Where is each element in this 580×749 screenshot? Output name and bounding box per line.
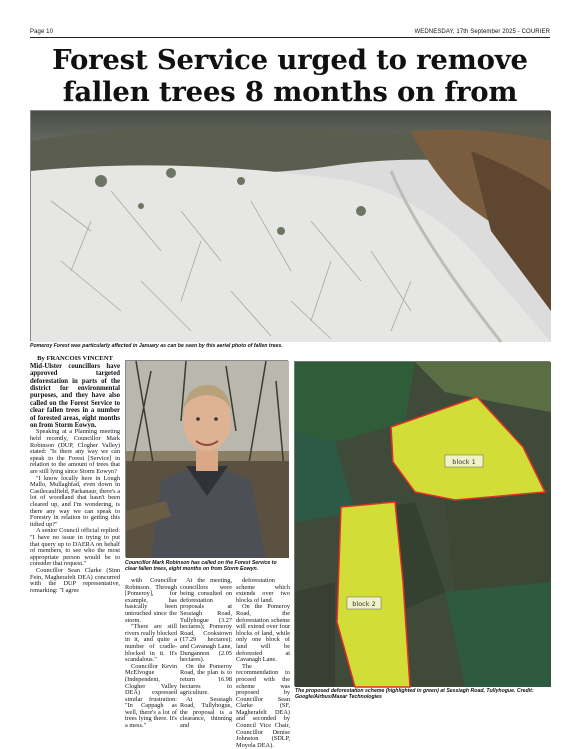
block-1-label: block 1: [452, 458, 476, 466]
article-paragraph: with Councillor Robinson. Through [Pomeroy], for example, has basically been untouched since the storm.: [125, 577, 177, 624]
article-paragraph: The recommendation to proceed with the scheme was proposed by Councillor Sean Clarke (SF, Magherafelt DEA) and seconded by Council Vice Chair, Councillor Denise Johnston (SDLP, Moyola DEA).: [236, 662, 290, 749]
aerial-photo-illustration: [31, 111, 551, 342]
article-paragraph: Councillor Kevin McElvogue (Independent, Clogher Valley DEA) expressed similar frustration: "In Cappagh as well, there's a lot of trees lying there. It's a mess.": [125, 662, 177, 730]
lead-paragraph: Mid-Ulster councillors have approved targeted deforestation in parts of the district for environmental purposes, and they have also called on the Forest Service to clear fallen trees in a number of forested areas, eight months on from Storm Eowyn.: [30, 362, 120, 430]
article-paragraph: "There are still rivers really blocked in it, and quite a number of cradle-blocked in it. It's scandalous.": [125, 623, 177, 664]
deforestation-map: [294, 361, 550, 686]
article-column-2: [125, 578, 177, 730]
councillor-photo-illustration: [126, 361, 289, 558]
byline: By FRANCOIS VINCENT: [37, 355, 113, 362]
issue-date: WEDNESDAY, 17th September 2025 - COURIER: [414, 29, 550, 35]
article-paragraph: Speaking at a Planning meeting held recently, Councillor Mark Robinson (DUP, Clogher Valley) stated: "Is there any way we can speak to the Forest [Service] in relation to the amount of trees that are still lying since Storm Eowyn?: [30, 428, 120, 476]
block-2-label: block 2: [352, 600, 376, 608]
page-header: [30, 24, 550, 38]
article-column-4: [236, 578, 290, 749]
deforestation-map-illustration: [295, 362, 551, 687]
article-paragraph: At Sessiagh Road, Tullyhogue, the proposal is a clearance, thinning and: [180, 695, 232, 730]
article-column-1: [30, 356, 120, 594]
councillor-photo-caption: Councillor Mark Robinson has called on the Forest Service to clear fallen trees, eight months on from Storm Eowyn.: [125, 560, 277, 573]
councillor-photo: [125, 360, 288, 557]
aerial-photo-fallen-trees: [30, 110, 550, 341]
article-paragraph: On the Pomeroy Road, the plan is to return 16.98 hectares to agriculture.: [180, 662, 232, 697]
article-paragraph: A senior Council official replied: "I have no issue in trying to put that query up to DAERA on behalf of members, to see who the most appropriate person would be to consider that request.": [30, 527, 120, 568]
article-paragraph: On the Pomeroy Road, the deforestation scheme will extend over four blocks of land, while only one block of land will be deforested at Cavanagh Lane.: [236, 603, 290, 664]
map-caption: The proposed deforestation scheme (highlighted in green) at Sessiagh Road, Tullyhogue. Credit: Google/Airbus/Maxar Technologies: [295, 688, 534, 701]
aerial-photo-caption: Pomeroy Forest was particularly affected in January as can be seen by this aerial photo of fallen trees.: [30, 343, 283, 349]
article-paragraph: At the meeting, councillors were being consulted on deforestation proposals at Sessiagh Road, Tullyhogue (3.27 hectares); Pomeroy Road, Cookstown (17.29 hectares); and Cavanagh Lane, Dungannon (2.05 hectares).: [180, 577, 232, 664]
page-number: Page 10: [30, 29, 54, 35]
article-paragraph: deforestation scheme which extends over two blocks of land.: [236, 577, 290, 604]
article-column-3: [180, 578, 232, 730]
article-paragraph: Councillor Sean Clarke (Sinn Fein, Magherafelt DEA) concurred with the DUP representative, remarking: "I agree: [30, 566, 120, 594]
article-paragraph: "I know locally here in Lough Mallo, Mullaghfad, even down in Castlecaulfield, Parkanaur, there's a lot of woodland that hasn't been cleared up, and I'm wondering, is there any way we can speak to Forestry in relation to getting this tidied up?": [30, 474, 120, 528]
headline: Forest Service urged to remove fallen trees 8 months on from: [52, 44, 528, 108]
